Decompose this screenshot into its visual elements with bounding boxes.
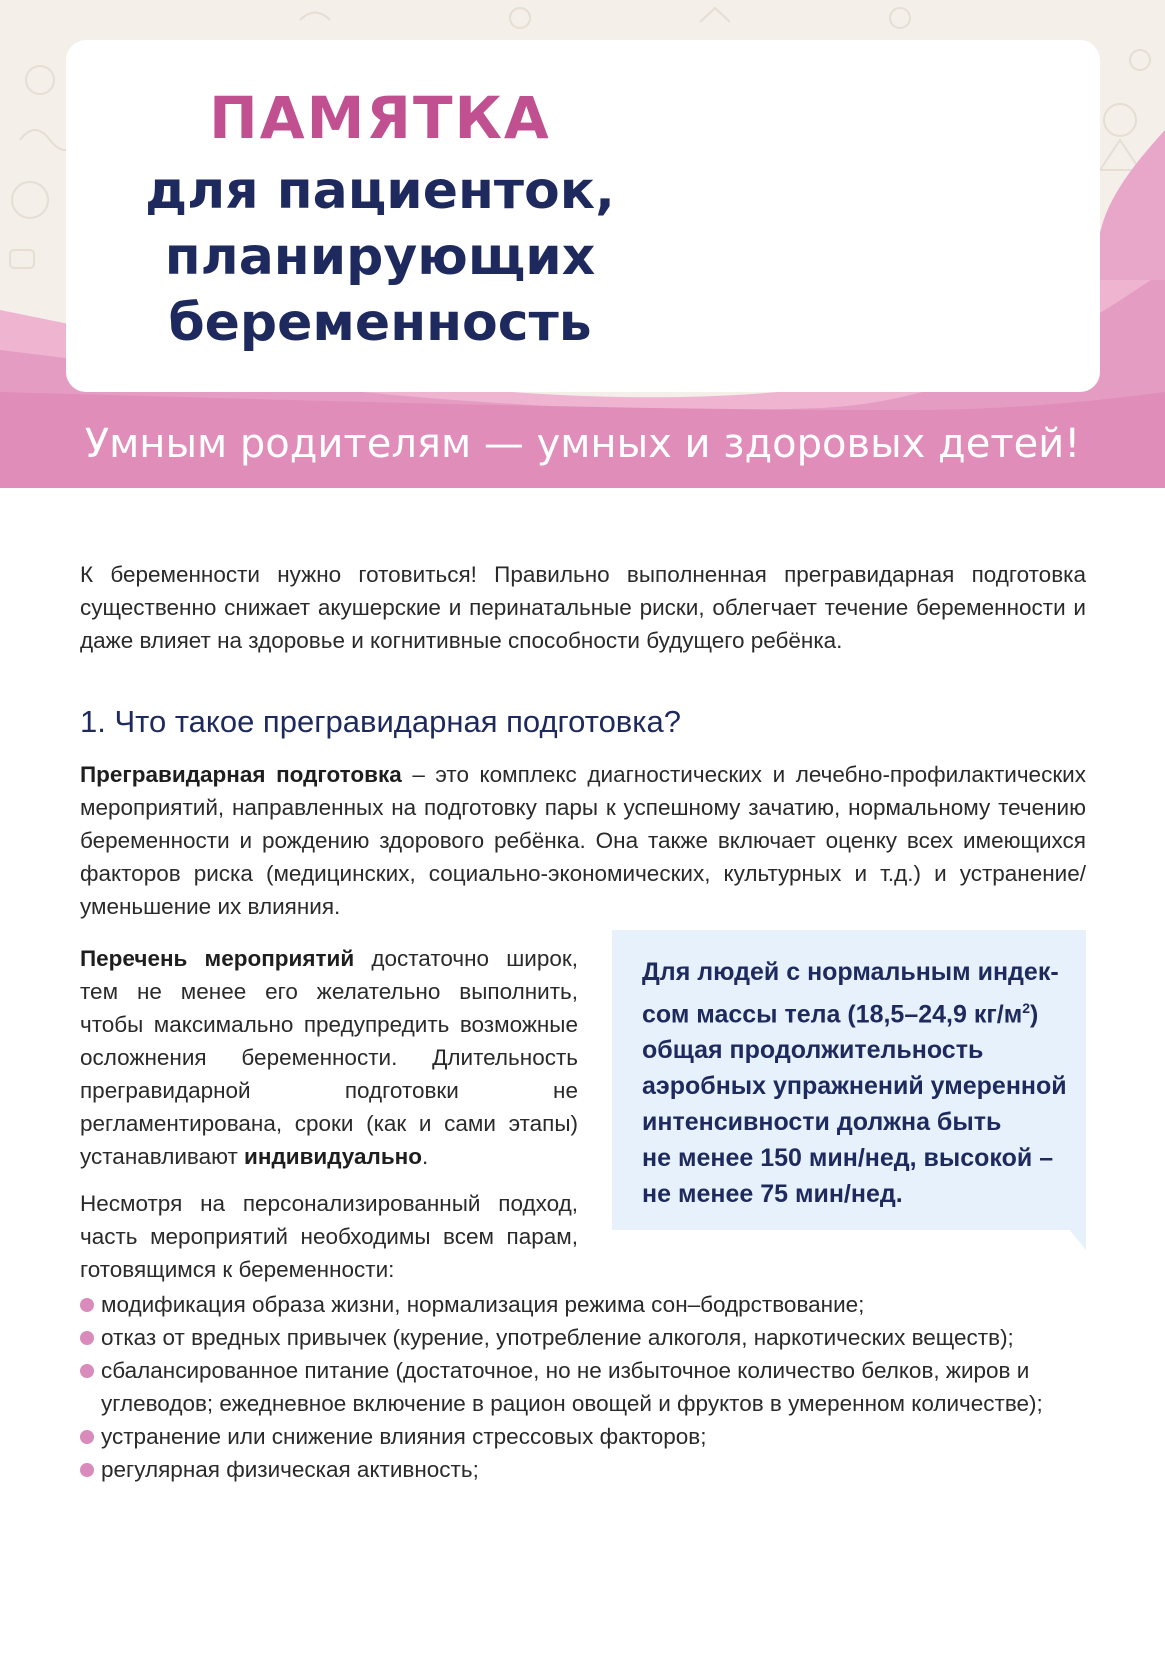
info-line-part: сом массы тела (18,5–24,9 кг/м <box>642 1000 1023 1029</box>
measures-bold-end: индивидуально <box>244 1144 422 1169</box>
list-item-text: сбалансированное питание (достаточное, но не избыточное количество белков, жиров и углеводов; ежедневное включение в рацион овощей и фруктов в умеренном количестве); <box>101 1358 1043 1416</box>
definition-term: Прегравидарная подготовка <box>80 762 402 787</box>
measures-column <box>80 942 578 1300</box>
measures-list <box>80 1288 1090 1486</box>
intro-paragraph: К беременности нужно готовиться! Правильно выполненная прегравидарная подготовка существенно снижает акушерские и перинатальные риски, облегчает течение беременности и даже влияет на здоровье и когнитивные способности будущего ребёнка. <box>80 562 1086 653</box>
personal-paragraph: Несмотря на персонализированный подход, часть мероприятий необходимы всем парам, готовящимся к беременности: <box>80 1191 578 1282</box>
measures-term: Перечень мероприятий <box>80 946 355 971</box>
list-item <box>80 1420 1090 1453</box>
info-line: Для людей с нормальным индек- <box>642 958 1059 986</box>
bullet-icon <box>80 1364 94 1378</box>
list-item-text: модификация образа жизни, нормализация режима сон–бодрствование; <box>101 1292 865 1317</box>
info-line-part: ) <box>1030 1000 1039 1029</box>
header-banner <box>0 0 1165 488</box>
bullet-icon <box>80 1430 94 1444</box>
bullet-icon <box>80 1298 94 1312</box>
title-block <box>120 78 640 356</box>
definition-text: – это комплекс диагностических и лечебно-профилактических мероприятий, направленных на подготовку пары к успешному зачатию, нормальному течению беременности и рождению здорового ребёнка. Она также включает оценку всех имеющихся факторов риска (медицинских, социально-экономических, культурных и т.д.) и устранение/уменьшение их влияния. <box>80 762 1086 919</box>
slogan: Умным родителям — умных и здоровых детей! <box>84 421 1081 467</box>
measures-period: . <box>422 1144 429 1169</box>
info-superscript: 2 <box>1022 1000 1030 1016</box>
list-item <box>80 1288 1090 1321</box>
list-item-text: устранение или снижение влияния стрессовых факторов; <box>101 1424 707 1449</box>
list-item <box>80 1321 1090 1354</box>
list-item <box>80 1453 1090 1486</box>
info-line: интенсивности должна быть <box>642 1108 1002 1137</box>
page-subtitle-line-1: для пациенток, <box>145 161 615 221</box>
info-line: не менее 75 мин/нед. <box>642 1180 903 1209</box>
list-item-text: регулярная физическая активность; <box>101 1457 479 1482</box>
list-item <box>80 1354 1090 1420</box>
info-callout-tail <box>1068 1228 1086 1250</box>
measures-paragraph <box>80 942 578 1173</box>
bullet-icon <box>80 1463 94 1477</box>
list-item-text: отказ от вредных привычек (курение, употребление алкоголя, наркотических веществ); <box>101 1325 1014 1350</box>
info-callout <box>612 930 1086 1230</box>
measures-text: достаточно широк, тем не менее его желательно выполнить, чтобы максимально предупредить возможные осложнения беременности. Длительность прегравидарной подготовки не регламентирована, сроки (как и сами этапы) устанавливают <box>80 946 578 1169</box>
page-subtitle-line-3: беременность <box>168 293 592 353</box>
page-title: ПАМЯТКА <box>209 84 551 152</box>
bullet-icon <box>80 1331 94 1345</box>
info-line: не менее 150 мин/нед, высокой – <box>642 1144 1054 1173</box>
info-line: аэробных упражнений умеренной <box>642 1072 1067 1101</box>
info-line <box>642 990 1072 1032</box>
info-line: общая продолжительность <box>642 1036 984 1065</box>
page-subtitle-line-2: планирующих <box>164 227 596 287</box>
section-heading: 1. Что такое прегравидарная подготовка? <box>80 704 682 739</box>
definition-paragraph <box>80 758 1086 923</box>
info-callout-text <box>642 954 1072 1212</box>
